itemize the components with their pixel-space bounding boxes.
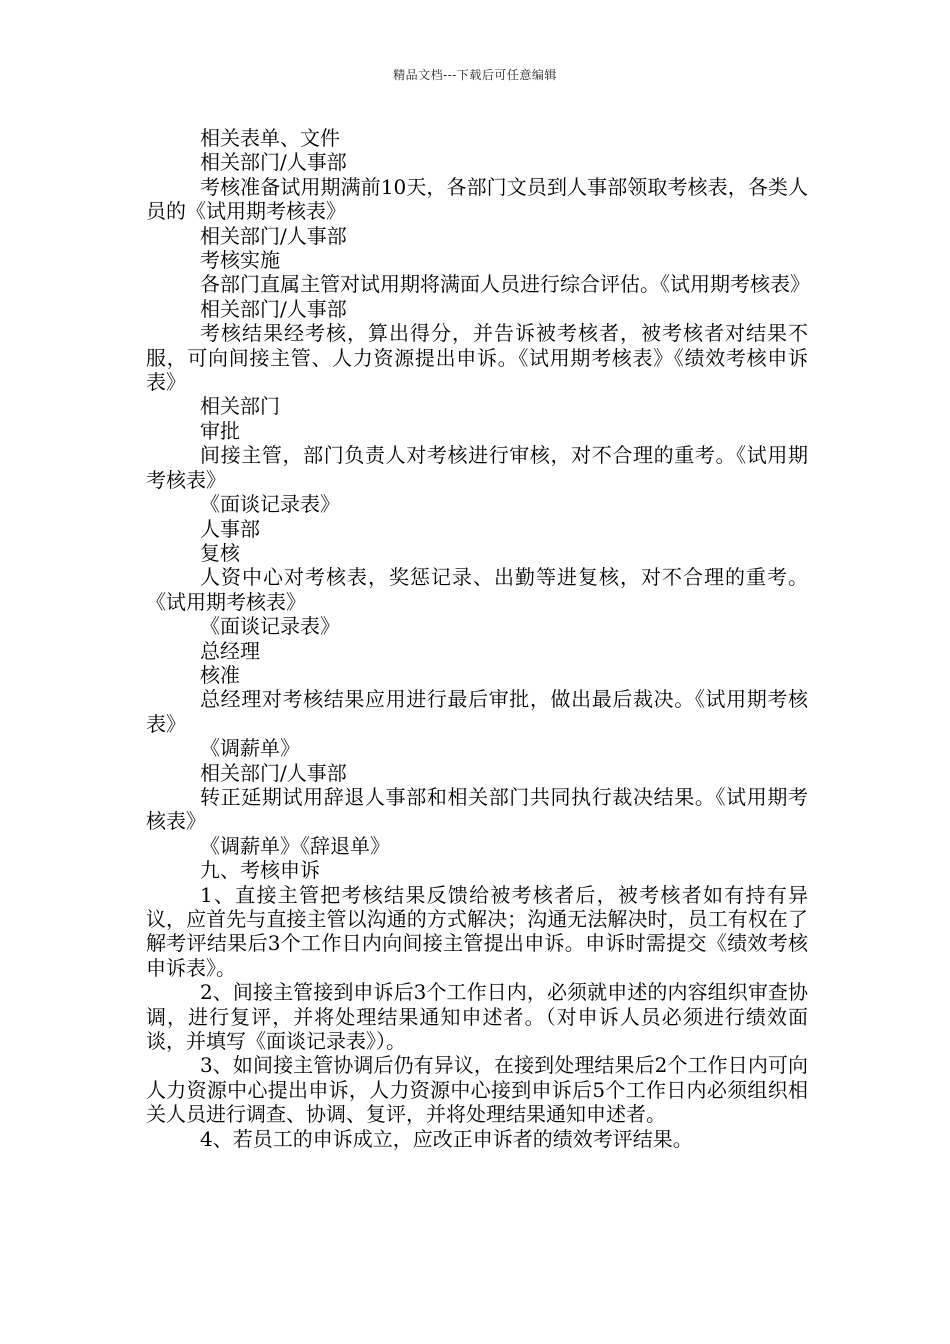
paragraph: 相关部门 bbox=[200, 394, 280, 419]
paragraph: 相关部门/人事部 bbox=[200, 223, 347, 248]
paragraph: 人事部 bbox=[200, 516, 260, 541]
paragraph: 人资中心对考核表，奖惩记录、出勤等进复核，对不合理的重考。《试用期考核表》 bbox=[146, 565, 808, 614]
paragraph: 各部门直属主管对试用期将满面人员进行综合评估。《试用期考核表》 bbox=[200, 272, 810, 297]
document-body bbox=[146, 126, 808, 1151]
paragraph: 考核准备试用期满前10天，各部门文员到人事部领取考核表，各类人员的《试用期考核表》 bbox=[146, 174, 808, 224]
paragraph: 2、间接主管接到申诉后3个工作日内，必须就申述的内容组织审查协调，进行复评，并将处理结果通知申述者。（对申诉人员必须进行绩效面谈，并填写《面谈记录表》）。 bbox=[146, 980, 808, 1054]
paragraph: 相关部门/人事部 bbox=[200, 296, 347, 321]
paragraph: 审批 bbox=[200, 418, 240, 443]
paragraph: 1、直接主管把考核结果反馈给被考核者后，被考核者如有持有异议，应首先与直接主管以沟通的方式解决；沟通无法解决时，员工有权在了解考评结果后3个工作日内向间接主管提出申诉。申诉时需提交《绩效考核申诉表》。 bbox=[146, 882, 808, 980]
paragraph: 《调薪单》《辞退单》 bbox=[200, 833, 390, 858]
page-header: 精品文档---下载后可任意编辑 bbox=[393, 68, 557, 82]
paragraph: 《面谈记录表》 bbox=[200, 614, 340, 639]
paragraph: 相关表单、文件 bbox=[200, 126, 340, 150]
paragraph: 转正延期试用辞退人事部和相关部门共同执行裁决结果。《试用期考核表》 bbox=[146, 784, 808, 834]
paragraph: 相关部门/人事部 bbox=[200, 760, 347, 785]
paragraph: 4、若员工的申诉成立，应改正申诉者的绩效考评结果。 bbox=[200, 1126, 693, 1151]
paragraph: 总经理 bbox=[200, 638, 260, 663]
paragraph: 《调薪单》 bbox=[200, 736, 300, 761]
paragraph: 考核实施 bbox=[200, 248, 280, 273]
paragraph: 3、如间接主管协调后仍有异议，在接到处理结果后2个工作日内可向人力资源中心提出申诉，人力资源中心接到申诉后5个工作日内必须组织相关人员进行调查、协调、复评，并将处理结果通知申述者。 bbox=[146, 1053, 808, 1127]
paragraph: 《面谈记录表》 bbox=[200, 492, 340, 517]
paragraph: 相关部门/人事部 bbox=[200, 150, 347, 175]
paragraph: 考核结果经考核，算出得分，并告诉被考核者，被考核者对结果不服，可向间接主管、人力资源提出申诉。《试用期考核表》《绩效考核申诉表》 bbox=[146, 321, 808, 395]
section-heading: 九、考核申诉 bbox=[200, 858, 320, 883]
paragraph: 总经理对考核结果应用进行最后审批，做出最后裁决。《试用期考核表》 bbox=[146, 687, 808, 736]
paragraph: 间接主管，部门负责人对考核进行审核，对不合理的重考。《试用期考核表》 bbox=[146, 443, 808, 492]
paragraph: 核准 bbox=[200, 662, 240, 687]
paragraph: 复核 bbox=[200, 540, 240, 565]
